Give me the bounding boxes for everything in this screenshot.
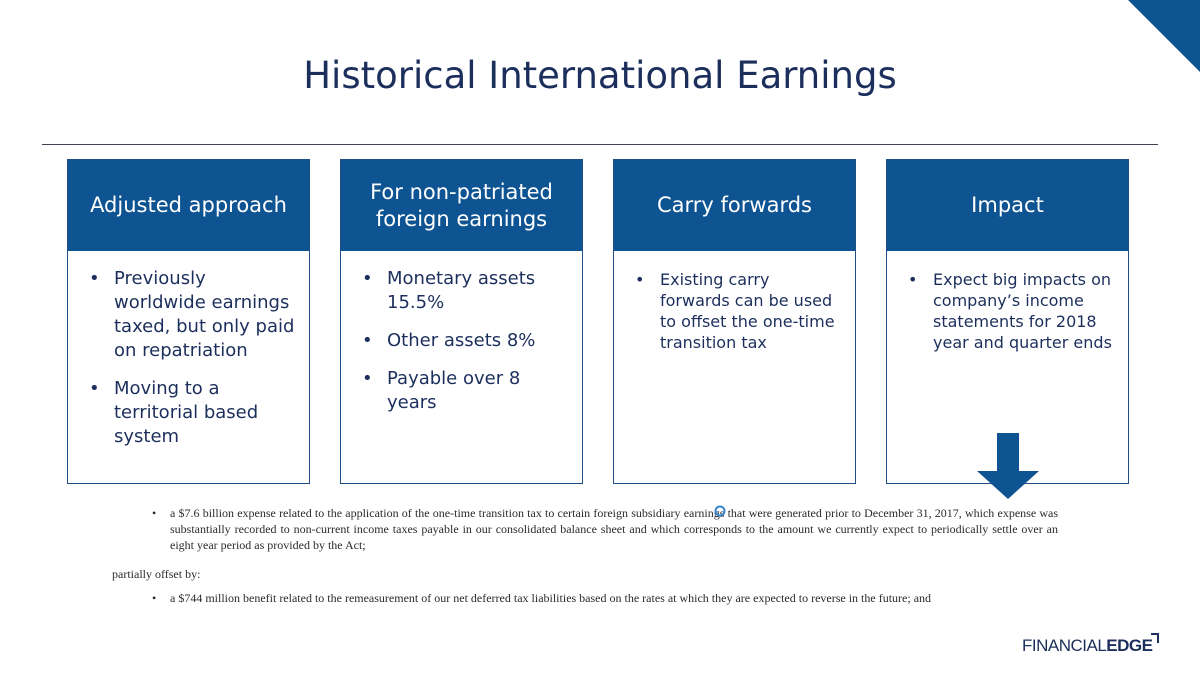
bullet-icon: • [89, 378, 100, 399]
excerpt-bullet-1 [152, 505, 1058, 553]
list-item-text: Previously worldwide earnings taxed, but only paid on repatriation [114, 268, 295, 361]
excerpt-bullet-1-text: a $7.6 billion expense related to the application of the one-time transition tax to certain foreign subsidiary earnings that were generated prior to December 31, 2017, which expense was substantially recorded to non-current income taxes payable in our consolidated balance sheet and which corresponds to the amount we currently expect to periodically settle over an eight year period as provided by the Act; [170, 506, 1058, 552]
list-item-text: Monetary assets 15.5% [387, 268, 536, 313]
card-non-patriated-earnings [340, 159, 583, 484]
excerpt-bullet-icon: • [152, 591, 157, 605]
list-item-text: Other assets 8% [387, 330, 536, 351]
list-item [86, 377, 295, 449]
list-item-text: Moving to a territorial based system [114, 378, 259, 447]
card-carry-forwards [613, 159, 856, 484]
bullet-icon: • [635, 270, 645, 289]
bullet-icon: • [362, 368, 373, 389]
title-divider [42, 144, 1158, 145]
bullet-icon: • [362, 330, 373, 351]
list-item [359, 367, 568, 415]
logo-corner-icon [1151, 633, 1159, 643]
logo-text-edge: EDGE [1106, 636, 1153, 655]
bullet-list [905, 269, 1114, 353]
list-item-text: Expect big impacts on company’s income statements for 2018 year and quarter ends [933, 270, 1112, 352]
excerpt-bullet-icon: • [152, 506, 157, 520]
bullet-list [86, 267, 295, 449]
bullet-list [359, 267, 568, 415]
card-header: For non-patriated foreign earnings [341, 160, 582, 251]
financial-edge-logo [1022, 636, 1152, 656]
card-header: Carry forwards [614, 160, 855, 251]
down-arrow-icon [977, 433, 1039, 499]
bullet-icon: • [908, 270, 918, 289]
list-item-text: Existing carry forwards can be used to offset the one-time transition tax [660, 270, 835, 352]
excerpt-connector: partially offset by: [112, 567, 201, 581]
list-item [359, 267, 568, 315]
card-body [341, 251, 582, 415]
list-item [632, 269, 841, 353]
card-body [887, 251, 1128, 353]
logo-text-financial: FINANCIAL [1022, 636, 1107, 655]
list-item [905, 269, 1114, 353]
list-item-text: Payable over 8 years [387, 368, 521, 413]
loading-cursor-icon [714, 505, 726, 517]
card-adjusted-approach [67, 159, 310, 484]
bullet-icon: • [89, 268, 100, 289]
excerpt-bullet-2-text: a $744 million benefit related to the remeasurement of our net deferred tax liabilities based on the rates at which they are expected to reverse in the future; and [170, 591, 932, 605]
list-item [86, 267, 295, 363]
list-item [359, 329, 568, 353]
card-header: Impact [887, 160, 1128, 251]
card-header: Adjusted approach [68, 160, 309, 251]
bullet-list [632, 269, 841, 353]
excerpt-bullet-2 [152, 590, 1058, 606]
card-body [68, 251, 309, 449]
card-body [614, 251, 855, 353]
slide-title: Historical International Earnings [303, 54, 897, 97]
bullet-icon: • [362, 268, 373, 289]
